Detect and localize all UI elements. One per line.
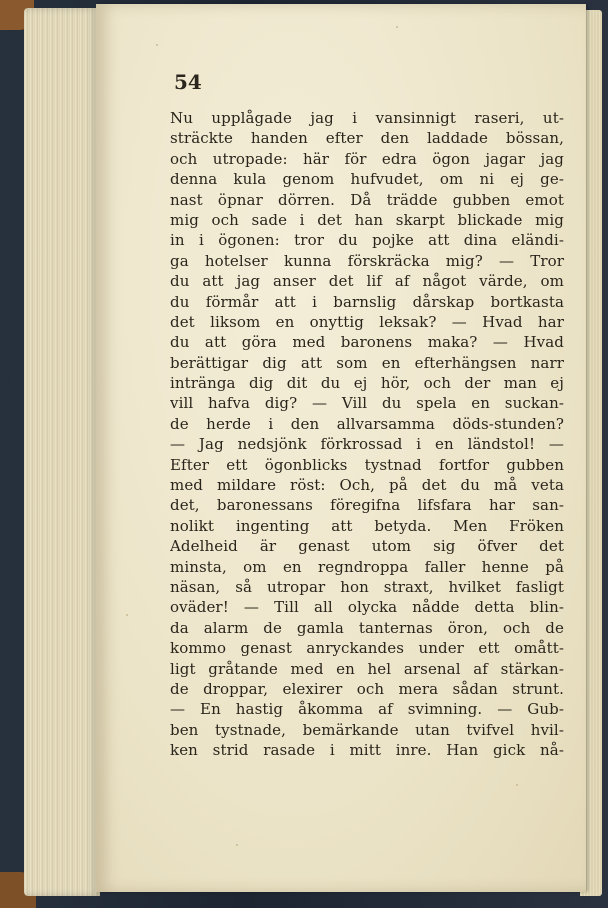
text-line: du att jag anser det lif af något värde, om — [170, 272, 564, 291]
text-line: sträckte handen efter den laddade bössan, — [170, 129, 564, 148]
text-line: du att göra med baronens maka? — Hvad — [170, 333, 564, 352]
paper-fleck — [396, 26, 398, 28]
text-line: ga hotelser kunna förskräcka mig? — Tror — [170, 251, 564, 270]
paper-fleck — [156, 44, 158, 46]
text-line: nolikt ingenting att betyda. Men Fröken — [170, 516, 564, 535]
text-line: ligt gråtande med en hel arsenal af stärkan- — [170, 659, 564, 678]
text-line: oväder! — Till all olycka nådde detta blin- — [170, 598, 564, 617]
text-line: Nu upplågade jag i vansinnigt raseri, ut- — [170, 109, 564, 127]
text-line: denna kula genom hufvudet, om ni ej ge- — [170, 170, 564, 189]
text-line: vill hafva dig? — Vill du spela en suckan- — [170, 394, 564, 413]
text-line: in i ögonen: tror du pojke att dina eländi- — [170, 231, 564, 250]
text-line: du förmår att i barnslig dårskap bortkasta — [170, 292, 564, 311]
text-line: de droppar, elexirer och mera sådan strunt. — [170, 679, 564, 698]
text-line: Adelheid är genast utom sig öfver det — [170, 537, 564, 556]
body-text — [170, 108, 564, 761]
page-number: 54 — [174, 70, 202, 94]
text-line: och utropade: här för edra ögon jagar jag — [170, 149, 564, 168]
text-line: ken strid rasade i mitt inre. Han gick nå- — [170, 741, 564, 760]
text-line: det liksom en onyttig leksak? — Hvad har — [170, 312, 564, 331]
text-line: kommo genast anryckandes under ett omått- — [170, 639, 564, 658]
text-line: det, baronessans föregifna lifsfara har san- — [170, 496, 564, 515]
paper-fleck — [126, 614, 128, 616]
text-line: — En hastig åkomma af svimning. — Gub- — [170, 700, 564, 719]
text-line: mig och sade i det han skarpt blickade mig — [170, 210, 564, 229]
text-line: inträngа dig dit du ej hör, och der man ej — [170, 374, 564, 393]
text-line: näsan, så utropar hon straxt, hvilket fasligt — [170, 577, 564, 596]
left-page-edges — [24, 8, 100, 896]
text-line: minsta, om en regndroppa faller henne på — [170, 557, 564, 576]
text-line: ben tystnade, bemärkande utan tvifvel hvil- — [170, 720, 564, 739]
text-line: da alarm de gamla tanternas öron, och de — [170, 618, 564, 637]
text-line: berättigar dig att som en efterhängsen narr — [170, 353, 564, 372]
paper-fleck — [236, 844, 238, 846]
text-line: med mildare röst: Och, på det du må veta — [170, 476, 564, 495]
paper-fleck — [516, 784, 518, 786]
text-line: Efter ett ögonblicks tystnad fortfor gubben — [170, 455, 564, 474]
text-line: — Jag nedsjönk förkrossad i en ländstol! — — [170, 435, 564, 454]
text-line: nast öpnar dörren. Då trädde gubben emot — [170, 190, 564, 209]
text-line: de herde i den allvarsamma döds-stunden? — [170, 414, 564, 433]
